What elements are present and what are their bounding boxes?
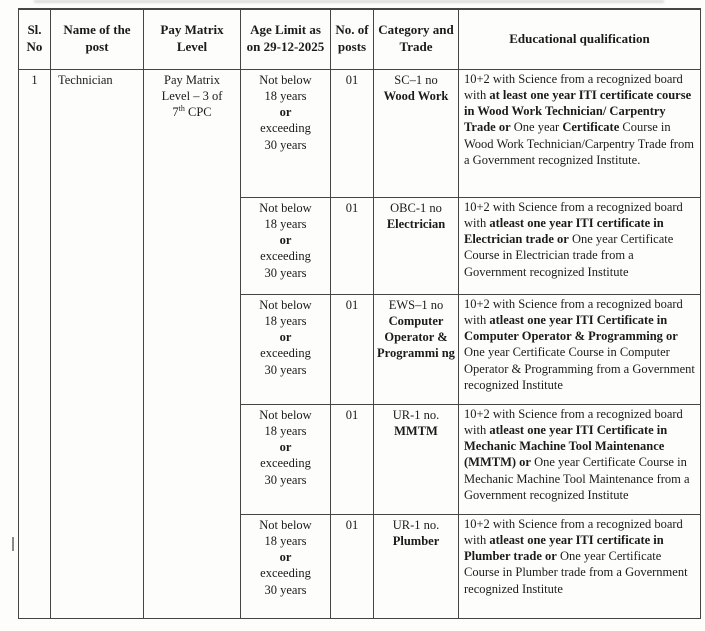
ordinal-superscript: th bbox=[178, 103, 185, 113]
cell-qualification bbox=[459, 69, 701, 197]
pay-matrix-line: Level – 3 of bbox=[161, 88, 223, 103]
age-limit-or: or bbox=[279, 105, 292, 119]
age-limit-line: 30 years bbox=[264, 137, 307, 152]
cell-no-of-posts: 01 bbox=[331, 514, 374, 618]
cell-category-trade bbox=[374, 514, 459, 618]
text-segment: One year bbox=[510, 120, 563, 135]
cell-category-trade bbox=[374, 197, 459, 294]
age-limit-line: 30 years bbox=[264, 582, 307, 597]
header-row bbox=[19, 9, 701, 69]
scan-artifact-top bbox=[34, 0, 664, 3]
category-trade: Wood Work bbox=[383, 88, 449, 103]
text-segment: 10+2 with Science from a recognized board with bbox=[464, 406, 683, 437]
age-limit-line: Not below bbox=[259, 297, 312, 312]
age-limit-line: 18 years bbox=[264, 313, 307, 328]
cell-age-limit bbox=[241, 69, 331, 197]
cell-category-trade bbox=[374, 69, 459, 197]
scan-artifact-left bbox=[12, 537, 14, 551]
age-limit-or: or bbox=[279, 440, 292, 454]
age-limit-line: Not below bbox=[259, 200, 312, 215]
age-limit-line: exceeding bbox=[260, 456, 311, 471]
category-trade: Electrician bbox=[386, 216, 446, 231]
cell-age-limit bbox=[241, 404, 331, 514]
pay-matrix-line: Pay Matrix bbox=[164, 72, 220, 87]
recruitment-table bbox=[18, 8, 701, 619]
cell-age-limit bbox=[241, 197, 331, 294]
text-segment: Course in Wood Work Technician/Carpentry Trade from a Government recognized Institute. bbox=[464, 120, 694, 167]
age-limit-line: exceeding bbox=[260, 346, 311, 361]
cell-no-of-posts: 01 bbox=[331, 69, 374, 197]
cell-no-of-posts: 01 bbox=[331, 404, 374, 514]
age-limit-line: Not below bbox=[259, 72, 312, 87]
age-limit-line: 18 years bbox=[264, 533, 307, 548]
text-segment: atleast one year ITI Certificate in Mechanic Machine Tool Maintenance (MMTM) or bbox=[464, 422, 668, 470]
age-limit-or: or bbox=[279, 550, 292, 564]
cell-pay-matrix bbox=[144, 69, 241, 618]
cell-qualification bbox=[459, 404, 701, 514]
text-segment: One year Certificate Course in Computer Operator & Programming from a Government recognized Institute bbox=[464, 345, 695, 392]
age-limit-line: 30 years bbox=[264, 472, 307, 487]
header-pay-matrix: Pay Matrix Level bbox=[144, 9, 241, 69]
age-limit-line: 18 years bbox=[264, 216, 307, 231]
header-no-of-posts: No. of posts bbox=[331, 9, 374, 69]
text-segment: atleast one year ITI Certificate in Computer Operator & Programming or bbox=[464, 312, 678, 343]
cell-no-of-posts: 01 bbox=[331, 294, 374, 404]
text-segment: 10+2 with Science from a recognized board with bbox=[464, 516, 683, 547]
text-segment: atleast one year ITI certificate in Electrician trade or bbox=[464, 215, 664, 246]
category-code: UR-1 no. bbox=[392, 407, 440, 422]
age-limit-line: Not below bbox=[259, 517, 312, 532]
cell-post-name: Technician bbox=[51, 69, 144, 618]
text-segment: atleast one year ITI certificate in Plumber trade or bbox=[464, 532, 664, 563]
age-limit-line: exceeding bbox=[260, 249, 311, 264]
cell-sl-no: 1 bbox=[19, 69, 51, 618]
pay-matrix-line: 7th CPC bbox=[172, 103, 212, 119]
header-sl-no: Sl. No bbox=[19, 9, 51, 69]
category-code: SC–1 no bbox=[394, 72, 438, 87]
header-category-trade: Category and Trade bbox=[374, 9, 459, 69]
cell-age-limit bbox=[241, 514, 331, 618]
header-age-limit: Age Limit as on 29-12-2025 bbox=[241, 9, 331, 69]
text-segment: 10+2 with Science from a recognized board with bbox=[464, 199, 683, 230]
age-limit-line: 18 years bbox=[264, 88, 307, 103]
age-limit-line: Not below bbox=[259, 407, 312, 422]
header-educational-qualification: Educational qualification bbox=[459, 9, 701, 69]
table-row bbox=[19, 69, 701, 197]
category-code: OBC-1 no bbox=[390, 200, 442, 215]
text-segment: One year Certificate Course in Mechanic Machine Tool Maintenance from a Government recognized Institute bbox=[464, 455, 690, 502]
age-limit-line: 30 years bbox=[264, 265, 307, 280]
text-segment: at least one year ITI certificate course in Wood Work Technician/ Carpentry Trade or bbox=[464, 87, 692, 135]
category-trade: MMTM bbox=[394, 423, 438, 438]
cell-category-trade bbox=[374, 404, 459, 514]
age-limit-line: 30 years bbox=[264, 362, 307, 377]
category-code: EWS–1 no bbox=[388, 297, 444, 312]
text-segment: Certificate bbox=[562, 120, 620, 135]
cell-no-of-posts: 01 bbox=[331, 197, 374, 294]
age-limit-line: exceeding bbox=[260, 566, 311, 581]
category-trade: Plumber bbox=[392, 533, 440, 548]
text-segment: 10+2 with Science from a recognized board with bbox=[464, 71, 683, 102]
cell-age-limit bbox=[241, 294, 331, 404]
category-trade: Computer Operator & Programmi ng bbox=[377, 313, 455, 361]
category-code: UR-1 no. bbox=[392, 517, 440, 532]
cell-qualification bbox=[459, 197, 701, 294]
text-segment: One year Certificate Course in Plumber trade from a Government recognized Institute bbox=[464, 549, 688, 596]
age-limit-line: 18 years bbox=[264, 423, 307, 438]
age-limit-or: or bbox=[279, 330, 292, 344]
cell-qualification bbox=[459, 514, 701, 618]
text-segment: 10+2 with Science from a recognized board with bbox=[464, 296, 683, 327]
text-segment: One year Certificate Course in Electrician trade from a Government recognized Institute bbox=[464, 232, 674, 279]
cell-category-trade bbox=[374, 294, 459, 404]
age-limit-line: exceeding bbox=[260, 121, 311, 136]
header-post-name: Name of the post bbox=[51, 9, 144, 69]
cell-qualification bbox=[459, 294, 701, 404]
age-limit-or: or bbox=[279, 233, 292, 247]
